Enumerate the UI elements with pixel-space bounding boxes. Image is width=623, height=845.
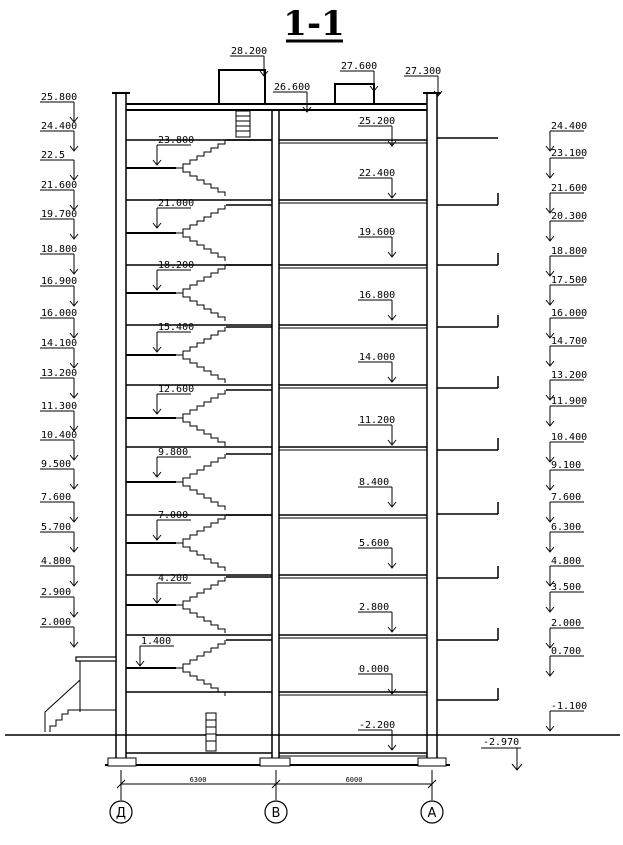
right-level-mark xyxy=(546,460,584,490)
level-label: 21.600 xyxy=(551,183,588,194)
stair-level-marks xyxy=(136,135,194,666)
level-label: 0.700 xyxy=(551,646,582,657)
stair-steps-up xyxy=(176,640,225,668)
level-label: 0.000 xyxy=(359,664,390,675)
level-label: 2.800 xyxy=(359,602,390,613)
right-level-mark xyxy=(546,121,587,151)
wall-axis-v xyxy=(272,110,279,765)
axis-label-a: А xyxy=(427,806,437,821)
level-label: 7.600 xyxy=(41,492,72,503)
level-label: 10.400 xyxy=(41,430,78,441)
level-label: 16.900 xyxy=(41,276,78,287)
level-label: 23.800 xyxy=(158,135,195,146)
stair-flight xyxy=(126,327,272,383)
level-label: 18.200 xyxy=(158,260,195,271)
right-level-mark xyxy=(546,396,587,426)
balcony xyxy=(437,566,498,578)
level-label: 5.600 xyxy=(359,538,390,549)
level-label: 15.400 xyxy=(158,322,195,333)
level-label: 9.500 xyxy=(41,459,72,470)
right-level-mark xyxy=(546,582,584,612)
level-label: 9.100 xyxy=(551,460,582,471)
level-label: -1.100 xyxy=(551,701,588,712)
dimension-right: 6000 xyxy=(345,776,363,784)
roof-level-mark xyxy=(273,82,311,112)
floor-level-marks xyxy=(358,116,396,750)
balcony xyxy=(437,193,498,205)
stair-steps-up xyxy=(176,205,225,233)
stair-flight xyxy=(126,577,272,633)
level-label: 14.000 xyxy=(359,352,396,363)
level-label: 2.000 xyxy=(41,617,72,628)
right-level-mark xyxy=(546,246,587,276)
right-level-mark xyxy=(546,646,584,676)
right-level-mark xyxy=(546,148,587,178)
left-level-mark xyxy=(40,459,78,489)
level-label: 7.600 xyxy=(551,492,582,503)
stair-level-mark xyxy=(153,322,194,352)
floor-level-mark xyxy=(358,116,396,146)
wall-axis-a xyxy=(427,93,437,763)
floor-level-mark xyxy=(358,538,396,568)
stair-flight xyxy=(126,205,272,261)
level-label: 9.800 xyxy=(158,447,189,458)
level-label: 28.200 xyxy=(231,46,268,57)
stair-steps-down xyxy=(176,543,225,571)
level-label: 1.400 xyxy=(141,636,172,647)
level-label: -2.200 xyxy=(359,720,396,731)
level-label: 27.600 xyxy=(341,61,378,72)
balcony xyxy=(437,315,498,327)
level-label: 16.000 xyxy=(41,308,78,319)
left-level-mark xyxy=(40,92,78,122)
level-label: 2.000 xyxy=(551,618,582,629)
stair-level-mark xyxy=(153,198,194,228)
left-level-mark xyxy=(40,556,78,586)
level-label: 16.800 xyxy=(359,290,396,301)
roof-vent-structure xyxy=(335,84,374,104)
right-level-mark xyxy=(546,492,584,522)
level-label: 11.300 xyxy=(41,401,78,412)
right-level-mark xyxy=(546,522,584,552)
level-label: 5.700 xyxy=(41,522,72,533)
level-label: 7.000 xyxy=(158,510,189,521)
left-level-mark xyxy=(40,617,78,647)
level-label: 26.600 xyxy=(274,82,311,93)
level-label: 17.500 xyxy=(551,275,588,286)
level-label: 3.500 xyxy=(551,582,582,593)
stair-level-mark xyxy=(153,384,194,414)
stair-flight xyxy=(126,515,272,571)
right-level-mark xyxy=(546,275,587,305)
level-label: 4.200 xyxy=(158,573,189,584)
stair-steps-down xyxy=(176,168,225,196)
porch-canopy xyxy=(76,657,116,661)
stair-steps-down xyxy=(176,233,225,261)
stair-flight xyxy=(126,390,272,446)
level-label: 16.000 xyxy=(551,308,588,319)
dimension-left: 6300 xyxy=(189,776,207,784)
level-label: 22.400 xyxy=(359,168,396,179)
left-level-marks xyxy=(40,92,78,647)
left-level-mark xyxy=(40,150,78,180)
right-level-marks xyxy=(546,121,587,731)
floor-level-mark xyxy=(358,602,396,632)
level-label: 14.700 xyxy=(551,336,588,347)
floor-level-mark xyxy=(358,290,396,320)
stair-level-mark xyxy=(153,510,191,540)
floor-level-mark xyxy=(358,352,396,382)
level-label: 27.300 xyxy=(405,66,442,77)
floor-level-mark xyxy=(358,227,396,257)
level-label: 2.900 xyxy=(41,587,72,598)
balcony-slabs xyxy=(437,138,498,700)
level-label: 18.800 xyxy=(41,244,78,255)
floor-level-mark xyxy=(358,477,396,507)
level-label: 21.000 xyxy=(158,198,195,209)
wall-axis-d xyxy=(116,93,126,763)
level-label: 11.200 xyxy=(359,415,396,426)
level-label: 25.200 xyxy=(359,116,396,127)
level-label: 18.800 xyxy=(551,246,588,257)
floor-level-mark xyxy=(358,168,396,198)
left-level-mark xyxy=(40,180,78,210)
stair-flight xyxy=(126,265,272,321)
left-level-mark xyxy=(40,209,78,239)
level-label: 19.600 xyxy=(359,227,396,238)
axis-bubbles xyxy=(110,801,443,823)
level-label: 11.900 xyxy=(551,396,588,407)
level-label: 10.400 xyxy=(551,432,588,443)
ground-level-label: -2.970 xyxy=(483,737,520,748)
stair-steps-down xyxy=(176,355,225,383)
balcony xyxy=(437,253,498,265)
left-level-mark xyxy=(40,308,78,338)
floor-level-mark xyxy=(358,415,396,445)
stair-flight xyxy=(126,454,272,510)
level-label: 4.800 xyxy=(41,556,72,567)
right-level-mark xyxy=(546,618,584,648)
roof-hatch-ladder xyxy=(236,111,250,137)
section-title: 1-1 xyxy=(283,4,345,44)
stair-flight xyxy=(126,640,272,696)
left-level-mark xyxy=(40,430,78,460)
stair-level-mark xyxy=(136,636,174,666)
stair-steps-down xyxy=(176,482,225,510)
stair-level-mark xyxy=(153,135,194,165)
level-label: 24.400 xyxy=(41,121,78,132)
level-label: 8.400 xyxy=(359,477,390,488)
ground-level-mark xyxy=(481,737,522,770)
level-label: 22.5 xyxy=(41,150,66,161)
right-level-mark xyxy=(546,701,587,731)
left-level-mark xyxy=(40,587,78,617)
right-level-mark xyxy=(546,183,587,213)
level-label: 20.300 xyxy=(551,211,588,222)
stair-steps-down xyxy=(176,293,225,321)
building-structure xyxy=(5,70,620,766)
left-level-mark xyxy=(40,121,78,151)
right-level-mark xyxy=(546,308,587,338)
stair-level-mark xyxy=(153,573,191,603)
left-level-mark xyxy=(40,492,78,522)
left-level-mark xyxy=(40,244,78,274)
level-label: 13.200 xyxy=(41,368,78,379)
level-label: 4.800 xyxy=(551,556,582,567)
level-label: 12.600 xyxy=(158,384,195,395)
level-label: 23.100 xyxy=(551,148,588,159)
floor-level-mark xyxy=(358,664,396,694)
balcony xyxy=(437,628,498,640)
left-level-mark xyxy=(40,276,78,306)
stair-steps-up xyxy=(176,454,225,482)
right-level-mark xyxy=(546,211,587,241)
balcony xyxy=(437,376,498,388)
left-level-mark xyxy=(40,368,78,398)
dimension-line xyxy=(117,770,436,800)
level-label: 6.300 xyxy=(551,522,582,533)
level-label: 25.800 xyxy=(41,92,78,103)
stair-steps-down xyxy=(176,605,225,633)
right-level-mark xyxy=(546,432,587,462)
level-label: 19.700 xyxy=(41,209,78,220)
stair-flights xyxy=(126,140,272,696)
balcony xyxy=(437,502,498,514)
roof-exit-structure xyxy=(219,70,265,104)
level-label: 14.100 xyxy=(41,338,78,349)
roof-level-mark xyxy=(404,66,442,96)
stair-level-mark xyxy=(153,260,194,290)
stair-level-mark xyxy=(153,447,191,477)
left-level-mark xyxy=(40,522,78,552)
balcony xyxy=(437,438,498,450)
level-label: 13.200 xyxy=(551,370,588,381)
stair-flight xyxy=(126,140,272,196)
left-level-mark xyxy=(40,338,78,368)
right-level-mark xyxy=(546,336,587,366)
level-label: 21.600 xyxy=(41,180,78,191)
axis-label-v: В xyxy=(271,806,281,821)
level-label: 24.400 xyxy=(551,121,588,132)
stair-steps-down xyxy=(176,418,225,446)
balcony xyxy=(437,688,498,700)
axis-label-d: Д xyxy=(115,806,127,821)
left-level-mark xyxy=(40,401,78,431)
